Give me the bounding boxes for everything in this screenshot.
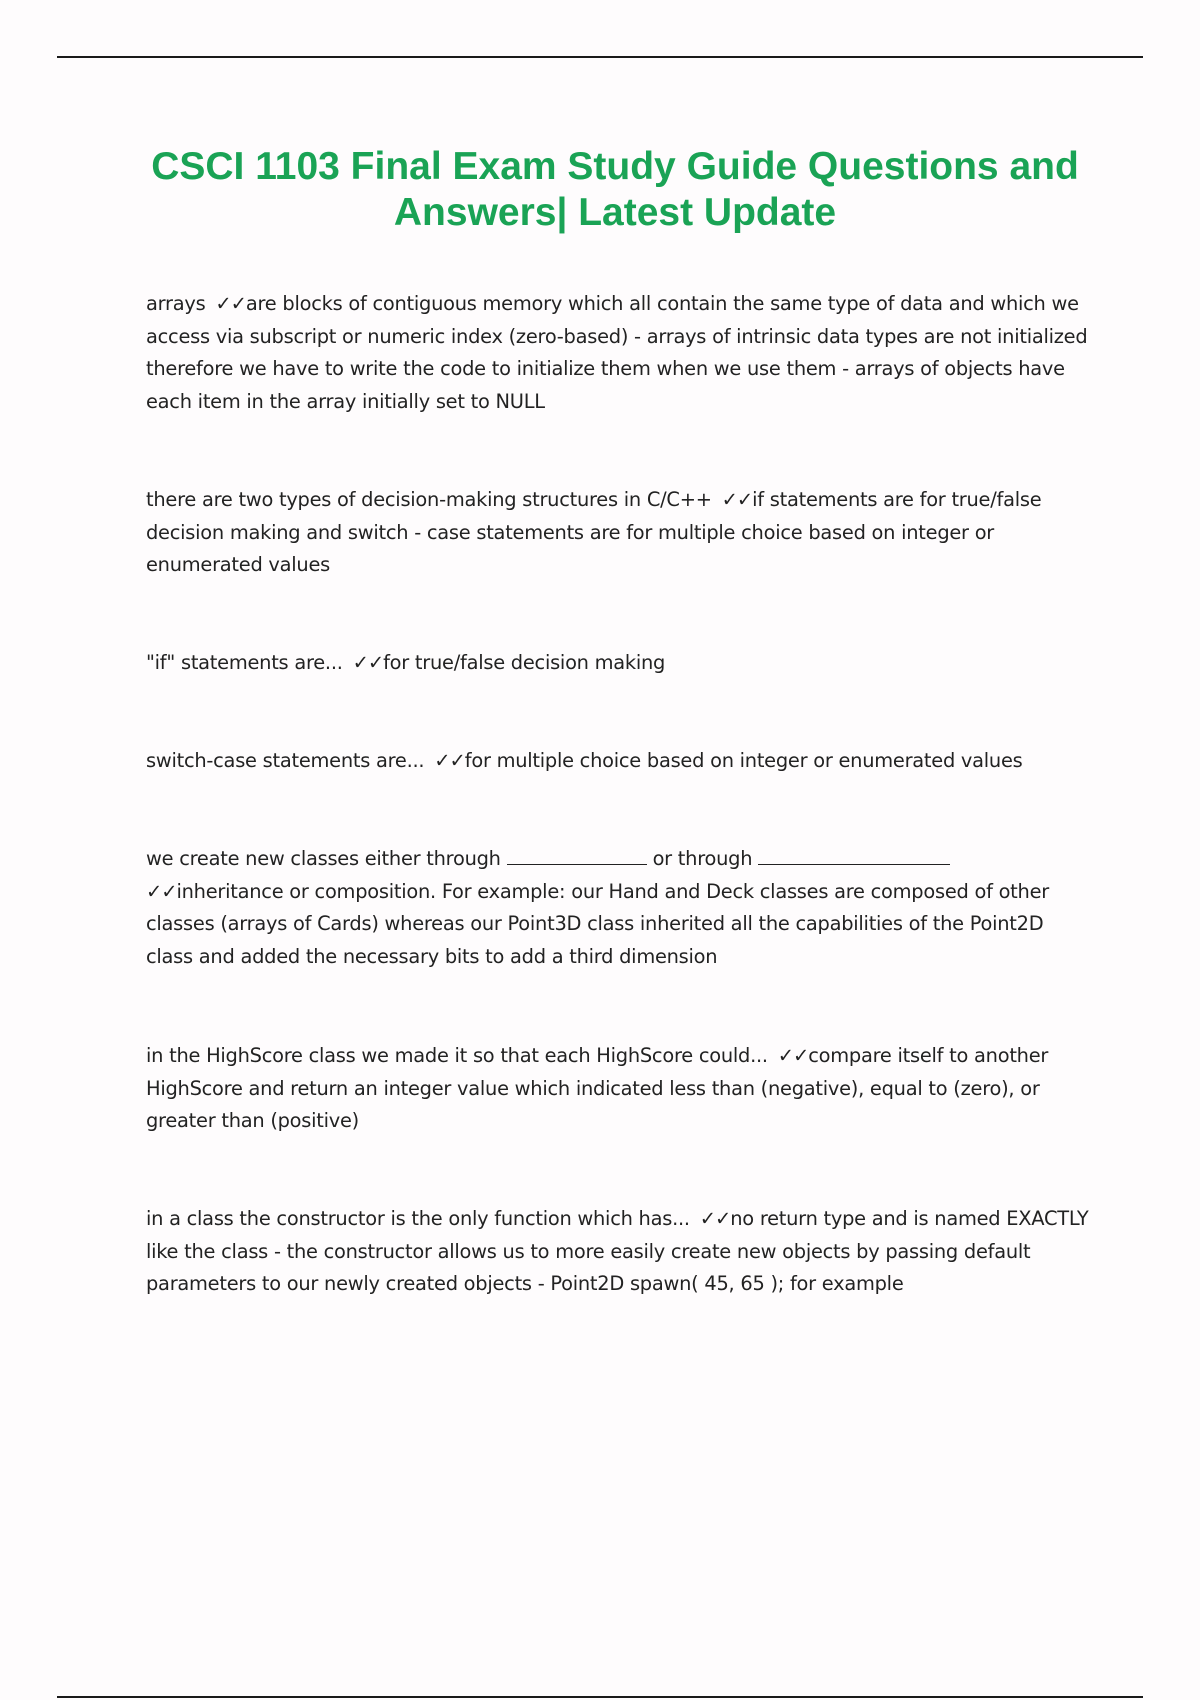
checkmark-icon: ✓✓ bbox=[352, 651, 384, 674]
answer-text: for multiple choice based on integer or enumerated values bbox=[464, 749, 1023, 772]
checkmark-icon: ✓✓ bbox=[215, 292, 246, 315]
fill-in-blank bbox=[758, 846, 950, 865]
question-term: switch-case statements are... bbox=[146, 749, 425, 772]
qa-entry bbox=[146, 288, 1090, 418]
answer-text: inheritance or composition. For example: our Hand and Deck classes are composed of other classes (arrays of Cards) whereas our Point3D class inherited all the capabilities of the Point2D class and added the necessary bits to add a third dimension bbox=[146, 879, 1049, 968]
answer-text: compare itself to another HighScore and return an integer value which indicated less than (negative), equal to (zero), or greater than (positive) bbox=[146, 1044, 1049, 1132]
answer-text: no return type and is named EXACTLY like the class - the constructor allows us to more easily create new objects by passing default parameters to our newly created objects - Point2D spawn( 45, 65 ); for example bbox=[146, 1207, 1089, 1295]
header-rule bbox=[57, 56, 1143, 58]
question-term: arrays bbox=[146, 292, 206, 315]
qa-entry bbox=[146, 647, 1090, 680]
fill-in-blank bbox=[507, 846, 647, 865]
checkmark-icon: ✓✓ bbox=[777, 1044, 809, 1067]
checkmark-icon: ✓✓ bbox=[146, 879, 177, 903]
question-term: in a class the constructor is the only function which has... bbox=[146, 1207, 690, 1230]
answer-text: if statements are for true/false decision making and switch - case statements are for multiple choice based on integer or enumerated values bbox=[146, 488, 1042, 576]
question-term: "if" statements are... bbox=[146, 651, 343, 674]
question-term: there are two types of decision-making structures in C/C++ bbox=[146, 488, 712, 511]
document-title: CSCI 1103 Final Exam Study Guide Questions and Answers| Latest Update bbox=[151, 145, 1079, 234]
qa-entry bbox=[146, 745, 1090, 778]
qa-entry bbox=[146, 1203, 1090, 1301]
checkmark-icon: ✓✓ bbox=[699, 1207, 731, 1230]
checkmark-icon: ✓✓ bbox=[434, 749, 465, 772]
question-term-part1: we create new classes either through bbox=[146, 847, 501, 870]
qa-entry bbox=[146, 484, 1090, 582]
question-term: in the HighScore class we made it so that each HighScore could... bbox=[146, 1044, 768, 1067]
answer-text: are blocks of contiguous memory which all contain the same type of data and which we access via subscript or numeric index (zero-based) - arrays of intrinsic data types are not initialized therefore we have to write the code to initialize them when we use them - arrays of objects have each item in the array initially set to NULL bbox=[146, 292, 1088, 413]
qa-entry bbox=[146, 1040, 1090, 1138]
checkmark-icon: ✓✓ bbox=[721, 488, 753, 511]
question-term-part2: or through bbox=[652, 847, 753, 870]
qa-entry bbox=[146, 843, 1090, 973]
answer-text: for true/false decision making bbox=[383, 651, 666, 674]
footer-rule bbox=[57, 1696, 1143, 1698]
